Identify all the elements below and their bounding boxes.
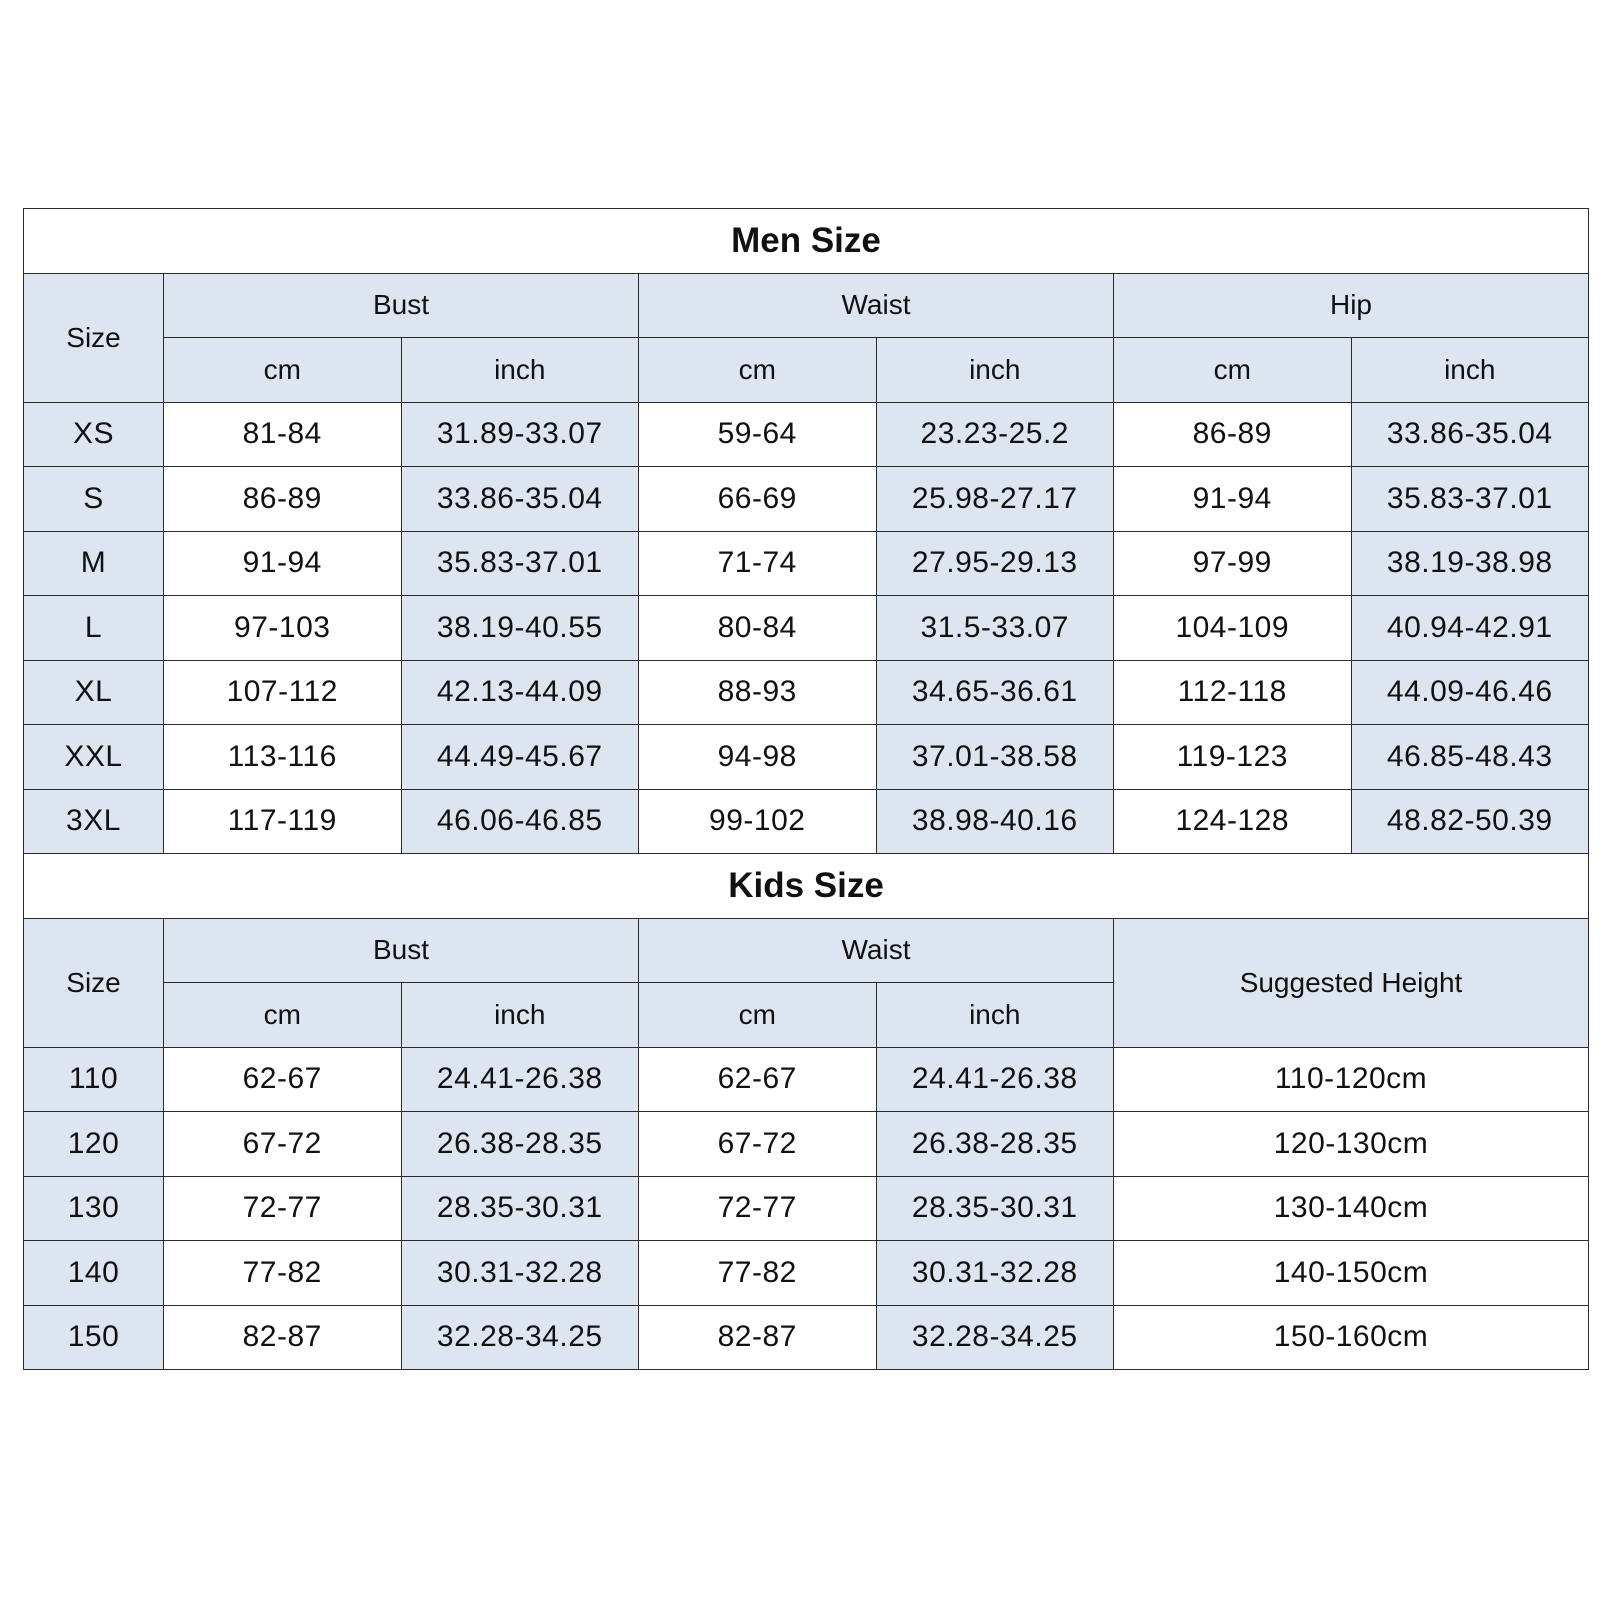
kids-unit-header: cm (639, 983, 877, 1048)
measurement-cell: 31.89-33.07 (401, 402, 639, 467)
measurement-cell: 38.98-40.16 (876, 789, 1114, 854)
measurement-cell: 28.35-30.31 (401, 1176, 639, 1241)
kids-title-row (24, 854, 1589, 919)
suggested-height-cell: 120-130cm (1114, 1112, 1589, 1177)
size-label: M (24, 531, 164, 596)
men-unit-header: inch (876, 338, 1114, 403)
size-label: 130 (24, 1176, 164, 1241)
measurement-cell: 72-77 (639, 1176, 877, 1241)
size-label: XXL (24, 725, 164, 790)
measurement-cell: 33.86-35.04 (401, 467, 639, 532)
measurement-cell: 94-98 (639, 725, 877, 790)
measurement-cell: 86-89 (164, 467, 402, 532)
measurement-cell: 81-84 (164, 402, 402, 467)
table-row (24, 1305, 1589, 1370)
measurement-cell: 104-109 (1114, 596, 1352, 661)
measurement-cell: 26.38-28.35 (876, 1112, 1114, 1177)
men-unit-header: inch (1351, 338, 1589, 403)
measurement-cell: 34.65-36.61 (876, 660, 1114, 725)
men-group-header-waist: Waist (639, 273, 1114, 338)
measurement-cell: 66-69 (639, 467, 877, 532)
size-label: 3XL (24, 789, 164, 854)
measurement-cell: 97-103 (164, 596, 402, 661)
measurement-cell: 67-72 (639, 1112, 877, 1177)
measurement-cell: 91-94 (164, 531, 402, 596)
measurement-cell: 26.38-28.35 (401, 1112, 639, 1177)
measurement-cell: 82-87 (639, 1305, 877, 1370)
suggested-height-header: Suggested Height (1114, 918, 1589, 1047)
measurement-cell: 33.86-35.04 (1351, 402, 1589, 467)
size-label: L (24, 596, 164, 661)
size-label: 140 (24, 1241, 164, 1306)
measurement-cell: 77-82 (164, 1241, 402, 1306)
measurement-cell: 77-82 (639, 1241, 877, 1306)
men-group-header-bust: Bust (164, 273, 639, 338)
men-title-row (24, 209, 1589, 274)
table-row (24, 1176, 1589, 1241)
measurement-cell: 24.41-26.38 (401, 1047, 639, 1112)
measurement-cell: 35.83-37.01 (1351, 467, 1589, 532)
measurement-cell: 30.31-32.28 (401, 1241, 639, 1306)
measurement-cell: 71-74 (639, 531, 877, 596)
measurement-cell: 67-72 (164, 1112, 402, 1177)
measurement-cell: 72-77 (164, 1176, 402, 1241)
table-row (24, 596, 1589, 661)
size-label: XS (24, 402, 164, 467)
measurement-cell: 32.28-34.25 (876, 1305, 1114, 1370)
measurement-cell: 91-94 (1114, 467, 1352, 532)
measurement-cell: 113-116 (164, 725, 402, 790)
measurement-cell: 112-118 (1114, 660, 1352, 725)
kids-unit-header: inch (401, 983, 639, 1048)
measurement-cell: 28.35-30.31 (876, 1176, 1114, 1241)
measurement-cell: 86-89 (1114, 402, 1352, 467)
measurement-cell: 32.28-34.25 (401, 1305, 639, 1370)
table-row (24, 789, 1589, 854)
table-row (24, 660, 1589, 725)
measurement-cell: 117-119 (164, 789, 402, 854)
measurement-cell: 62-67 (164, 1047, 402, 1112)
measurement-cell: 24.41-26.38 (876, 1047, 1114, 1112)
measurement-cell: 59-64 (639, 402, 877, 467)
men-unit-header: inch (401, 338, 639, 403)
suggested-height-cell: 140-150cm (1114, 1241, 1589, 1306)
size-label: XL (24, 660, 164, 725)
kids-group-header-waist: Waist (639, 918, 1114, 983)
table-row (24, 725, 1589, 790)
measurement-cell: 88-93 (639, 660, 877, 725)
measurement-cell: 46.06-46.85 (401, 789, 639, 854)
men-unit-row (24, 338, 1589, 403)
size-label: S (24, 467, 164, 532)
size-label: 110 (24, 1047, 164, 1112)
measurement-cell: 46.85-48.43 (1351, 725, 1589, 790)
men-size-title: Men Size (24, 209, 1589, 274)
measurement-cell: 107-112 (164, 660, 402, 725)
measurement-cell: 62-67 (639, 1047, 877, 1112)
table-row (24, 1112, 1589, 1177)
measurement-cell: 124-128 (1114, 789, 1352, 854)
table-row (24, 1047, 1589, 1112)
measurement-cell: 35.83-37.01 (401, 531, 639, 596)
kids-unit-header: inch (876, 983, 1114, 1048)
measurement-cell: 42.13-44.09 (401, 660, 639, 725)
men-size-column-header: Size (24, 273, 164, 402)
table-row (24, 531, 1589, 596)
kids-group-header-bust: Bust (164, 918, 639, 983)
men-group-header-hip: Hip (1114, 273, 1589, 338)
kids-header-row (24, 918, 1589, 983)
kids-unit-header: cm (164, 983, 402, 1048)
measurement-cell: 97-99 (1114, 531, 1352, 596)
measurement-cell: 38.19-40.55 (401, 596, 639, 661)
measurement-cell: 23.23-25.2 (876, 402, 1114, 467)
size-label: 150 (24, 1305, 164, 1370)
measurement-cell: 44.49-45.67 (401, 725, 639, 790)
table-row (24, 467, 1589, 532)
size-chart-table (23, 208, 1589, 1370)
measurement-cell: 37.01-38.58 (876, 725, 1114, 790)
measurement-cell: 30.31-32.28 (876, 1241, 1114, 1306)
men-unit-header: cm (1114, 338, 1352, 403)
measurement-cell: 99-102 (639, 789, 877, 854)
measurement-cell: 44.09-46.46 (1351, 660, 1589, 725)
measurement-cell: 38.19-38.98 (1351, 531, 1589, 596)
table-row (24, 1241, 1589, 1306)
suggested-height-cell: 110-120cm (1114, 1047, 1589, 1112)
men-header-row (24, 273, 1589, 338)
measurement-cell: 40.94-42.91 (1351, 596, 1589, 661)
men-unit-header: cm (164, 338, 402, 403)
measurement-cell: 80-84 (639, 596, 877, 661)
table-row (24, 402, 1589, 467)
measurement-cell: 25.98-27.17 (876, 467, 1114, 532)
size-label: 120 (24, 1112, 164, 1177)
measurement-cell: 119-123 (1114, 725, 1352, 790)
men-unit-header: cm (639, 338, 877, 403)
measurement-cell: 31.5-33.07 (876, 596, 1114, 661)
measurement-cell: 82-87 (164, 1305, 402, 1370)
suggested-height-cell: 150-160cm (1114, 1305, 1589, 1370)
kids-size-column-header: Size (24, 918, 164, 1047)
measurement-cell: 27.95-29.13 (876, 531, 1114, 596)
measurement-cell: 48.82-50.39 (1351, 789, 1589, 854)
suggested-height-cell: 130-140cm (1114, 1176, 1589, 1241)
kids-size-title: Kids Size (24, 854, 1589, 919)
